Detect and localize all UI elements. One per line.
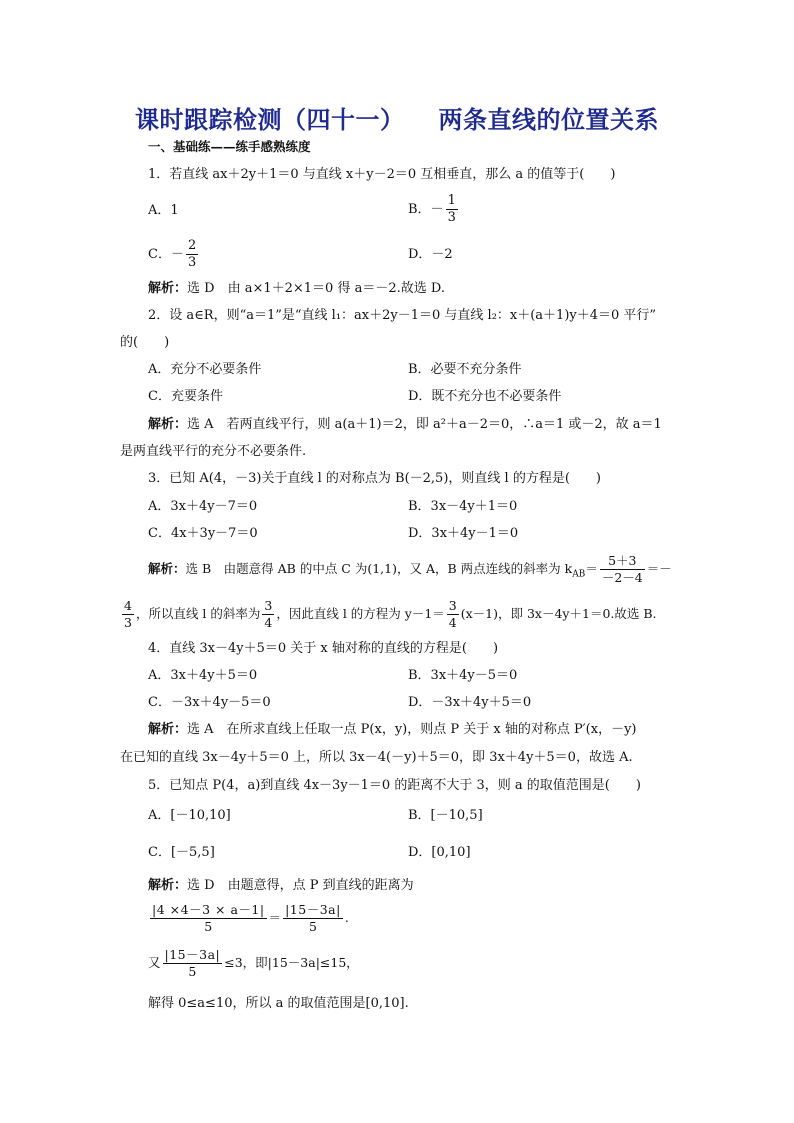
q3-frac-3-4-a xyxy=(262,598,274,631)
q3-option-c: C．4x＋3y－7＝0 xyxy=(148,526,258,541)
q3-solution-end1: ＝－ xyxy=(646,561,672,576)
q1-option-c xyxy=(148,238,200,271)
q1-option-b-label: B．－ xyxy=(408,202,444,217)
q5-option-b: B．[－10,5] xyxy=(408,808,483,823)
q3-slope-fraction xyxy=(600,553,645,586)
q5-solution-label: 解析： xyxy=(148,878,188,893)
q5-frac1 xyxy=(150,902,267,935)
q3-slope-num: 5＋3 xyxy=(600,553,645,570)
q2-solution-label: 解析： xyxy=(148,417,188,432)
q1-option-b xyxy=(408,193,460,226)
q3-solution-text2b: ，因此直线 l 的方程为 y－1＝ xyxy=(276,606,445,621)
q3-stem: 3．已知 A(4，－3)关于直线 l 的对称点为 B(－2,5)，则直线 l 的方程是( ) xyxy=(148,471,601,486)
q1-option-c-fraction xyxy=(186,238,198,271)
q3-option-a: A．3x＋4y－7＝0 xyxy=(148,499,258,514)
q4-solution-line1 xyxy=(148,721,637,739)
q5-solution-line3 xyxy=(148,947,359,980)
q3-frac1-den: 3 xyxy=(124,615,132,630)
q1-option-a: A．1 xyxy=(148,203,179,218)
q5-line3-prefix: 又 xyxy=(148,955,161,970)
q2-option-a: A．充分不必要条件 xyxy=(148,362,262,377)
q3-solution-line2 xyxy=(120,598,657,631)
q5-line3-suffix: ≤3，即|15－3a|≤15， xyxy=(224,955,359,970)
q5-option-d: D．[0,10] xyxy=(408,845,471,860)
q5-option-c: C．[－5,5] xyxy=(148,845,215,860)
q4-solution-line2: 在已知的直线 3x－4y＋5＝0 上，所以 3x－4(－y)＋5＝0，即 3x＋4y＋5＝0，故选 A. xyxy=(120,750,633,765)
q1-solution xyxy=(148,280,445,298)
section-heading: 一、基础练——练手感熟练度 xyxy=(148,139,311,154)
q3-frac3-den: 4 xyxy=(448,615,457,630)
q5-option-a: A．[－10,10] xyxy=(148,808,231,823)
q1-solution-label: 解析： xyxy=(148,281,188,296)
q2-solution-line2: 是两直线平行的充分不必要条件. xyxy=(120,444,307,459)
q3-equals: ＝ xyxy=(585,561,598,576)
q3-option-b: B．3x－4y＋1＝0 xyxy=(408,499,518,514)
q1-b-den: 3 xyxy=(447,210,456,225)
q3-option-d: D．3x＋4y－1＝0 xyxy=(408,526,519,541)
title-sub: 两条直线的位置关系 xyxy=(438,106,659,134)
q5-formula-equals: ＝ xyxy=(268,910,282,925)
q5-frac3 xyxy=(163,947,223,980)
q5-formula-end: . xyxy=(344,910,349,925)
q4-option-d: D．－3x＋4y＋5＝0 xyxy=(408,695,532,710)
q3-solution-text1: 选 B 由题意得 AB 的中点 C 为(1,1)，又 A，B 两点连线的斜率为 k xyxy=(185,561,573,576)
q1-stem: 1．若直线 ax＋2y＋1＝0 与直线 x＋y－2＝0 互相垂直，那么 a 的值等于( ) xyxy=(148,167,616,182)
q3-solution-text2a: ，所以直线 l 的斜率为 xyxy=(135,606,261,621)
q3-solution-line1 xyxy=(148,553,672,586)
q5-frac3-den: 5 xyxy=(188,964,197,979)
q4-solution-text1: 选 A 在所求直线上任取一点 P(x，y)，则点 P 关于 x 轴的对称点 P′(x，－y) xyxy=(187,722,637,737)
q1-b-num: 1 xyxy=(447,193,456,208)
q3-slope-subscript: AB xyxy=(572,569,586,580)
q3-frac1-num: 4 xyxy=(124,598,132,613)
q3-frac2-den: 4 xyxy=(264,615,273,630)
title-main: 课时跟踪检测（四十一） xyxy=(135,106,405,134)
page-title xyxy=(0,100,794,135)
q1-c-den: 3 xyxy=(187,255,197,270)
q5-frac3-num: |15－3a| xyxy=(164,947,221,962)
q1-option-c-label: C．－ xyxy=(148,247,184,262)
q5-frac2 xyxy=(283,902,343,935)
q5-distance-formula xyxy=(148,902,349,935)
q2-stem-line1: 2．设 a∈R，则“a＝1”是“直线 l₁：ax＋2y－1＝0 与直线 l₂：x＋(a＋1)y＋4＝0 平行” xyxy=(148,308,657,323)
q2-option-c: C．充要条件 xyxy=(148,389,223,404)
q5-frac2-num: |15－3a| xyxy=(285,902,341,917)
q5-frac1-num: |4 ×4－3 × a－1| xyxy=(152,902,265,917)
q2-solution-text1: 选 A 若两直线平行，则 a(a＋1)＝2，即 a²＋a－2＝0，∴a＝1 或－2，故 a＝1 xyxy=(187,417,662,432)
q4-option-a: A．3x＋4y＋5＝0 xyxy=(148,668,258,683)
q2-option-d: D．既不充分也不必要条件 xyxy=(408,389,562,404)
q1-c-num: 2 xyxy=(187,238,197,253)
q3-frac-3-4-b xyxy=(447,598,459,631)
q3-slope-den: －2－4 xyxy=(601,570,643,585)
q3-frac2-num: 3 xyxy=(264,598,273,613)
q5-stem: 5．已知点 P(4，a)到直线 4x－3y－1＝0 的距离不大于 3，则 a 的取值范围是( ) xyxy=(148,778,641,793)
q4-option-b: B．3x＋4y－5＝0 xyxy=(408,668,518,683)
q1-option-b-fraction xyxy=(446,193,458,226)
q5-solution-line4: 解得 0≤a≤10，所以 a 的取值范围是[0,10]. xyxy=(148,996,409,1011)
q5-frac2-den: 5 xyxy=(308,919,317,934)
q2-stem-line2: 的( ) xyxy=(120,335,170,350)
q3-frac-4-3 xyxy=(122,598,134,631)
q5-solution-text1: 选 D 由题意得，点 P 到直线的距离为 xyxy=(187,878,414,893)
q3-frac3-num: 3 xyxy=(448,598,457,613)
q4-stem: 4．直线 3x－4y＋5＝0 关于 x 轴对称的直线的方程是( ) xyxy=(148,641,499,656)
q5-solution-line1 xyxy=(148,877,414,895)
q3-solution-label: 解析： xyxy=(148,561,186,576)
q4-solution-label: 解析： xyxy=(148,722,188,737)
q3-solution-text2c: (x－1)，即 3x－4y＋1＝0.故选 B. xyxy=(460,606,657,621)
q1-solution-text: 选 D 由 a×1＋2×1＝0 得 a＝－2.故选 D. xyxy=(187,281,445,296)
q1-option-d: D．－2 xyxy=(408,247,453,262)
q5-frac1-den: 5 xyxy=(204,919,213,934)
q2-solution-line1 xyxy=(148,416,662,434)
q2-option-b: B．必要不充分条件 xyxy=(408,362,522,377)
q4-option-c: C．－3x＋4y－5＝0 xyxy=(148,695,271,710)
